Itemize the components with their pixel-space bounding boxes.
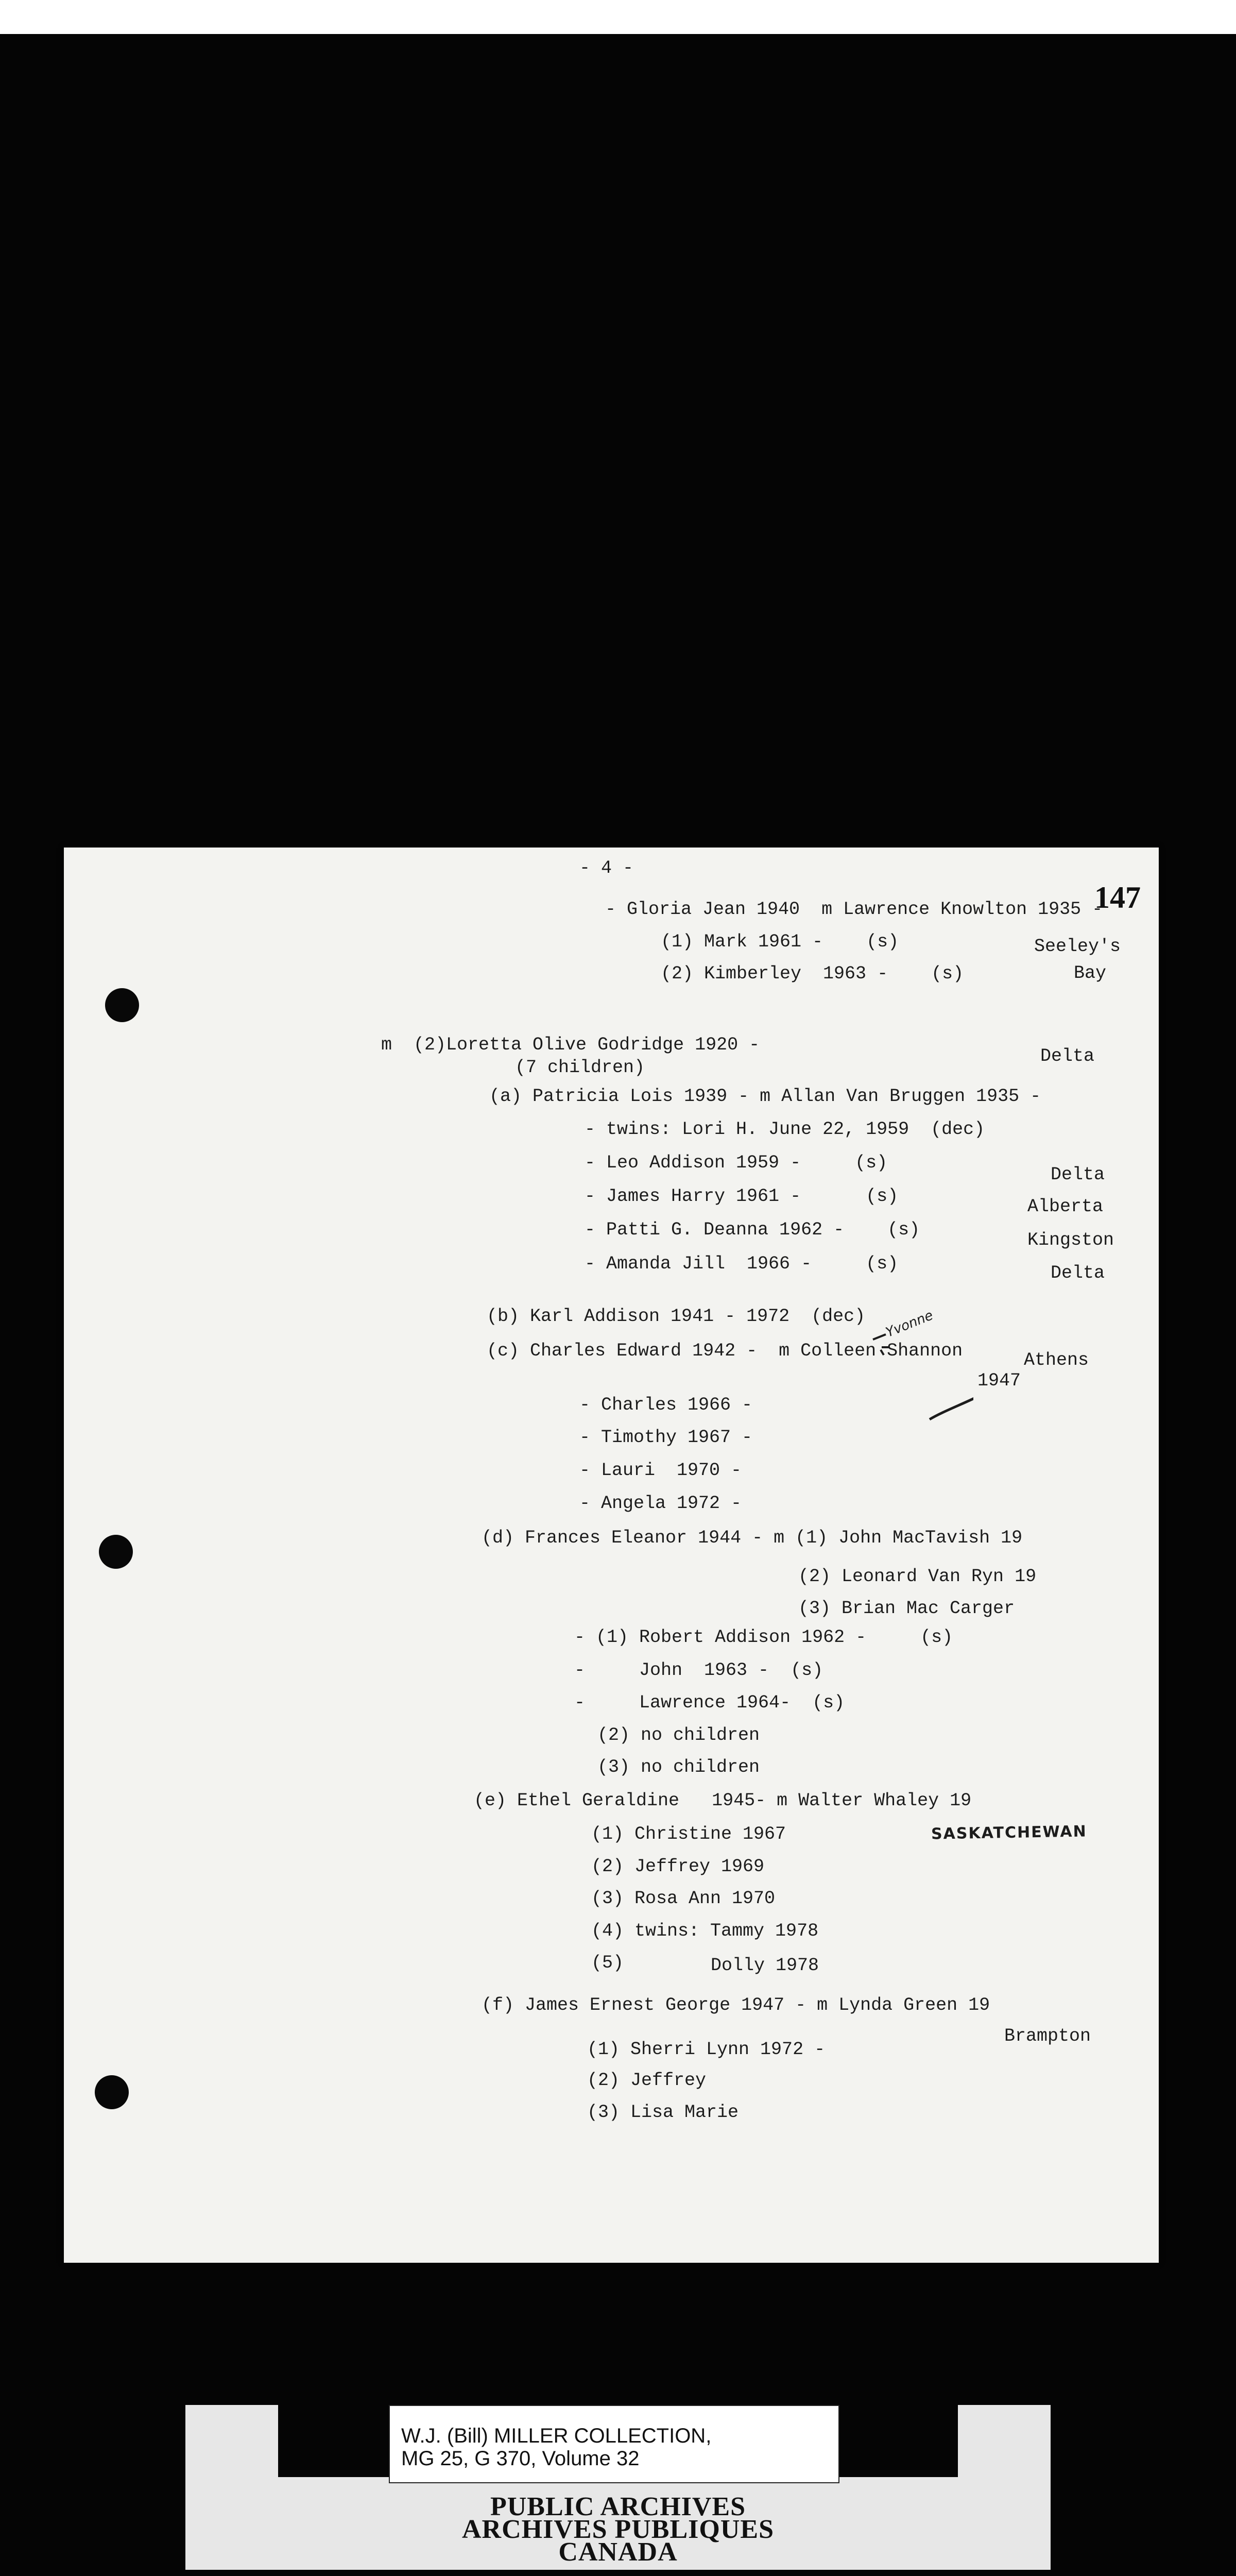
text-line: (1) Christine 1967: [591, 1824, 786, 1844]
punch-hole: [99, 1535, 133, 1569]
text-line: (2) Kimberley 1963 - (s): [661, 963, 964, 984]
text-line: - (1) Robert Addison 1962 - (s): [574, 1627, 953, 1648]
text-line: (3) Rosa Ann 1970: [591, 1888, 776, 1909]
text-line: (3) no children: [597, 1757, 760, 1777]
place-name: Bay: [1074, 963, 1107, 984]
text-line: 1947: [977, 1370, 1021, 1391]
archives-stamp-line: PUBLIC ARCHIVES: [490, 2492, 746, 2521]
text-line: (2) Jeffrey: [587, 2070, 707, 2091]
text-line: m (2)Loretta Olive Godridge 1920 -: [381, 1035, 760, 1055]
handwritten-note: SASKATCHEWAN: [931, 1822, 1088, 1843]
place-name: Brampton: [1004, 2026, 1091, 2046]
archives-stamp-line: ARCHIVES PUBLIQUES: [461, 2515, 775, 2544]
text-line: - Lawrence 1964- (s): [574, 1692, 845, 1713]
text-line: - John 1963 - (s): [574, 1660, 823, 1681]
text-line: (1) Mark 1961 - (s): [661, 931, 899, 952]
collection-reference: MG 25, G 370, Volume 32: [401, 2447, 640, 2470]
collection-label: [389, 2405, 839, 2483]
text-line: (7 children): [515, 1057, 645, 1078]
text-line: (d) Frances Eleanor 1944 - m (1) John MacTavish 19: [482, 1528, 1023, 1548]
text-line: (e) Ethel Geraldine 1945- m Walter Whaley 19: [474, 1790, 972, 1811]
place-name: Kingston: [1027, 1230, 1114, 1250]
text-line: - Charles 1966 -: [579, 1395, 753, 1415]
text-line: - Patti G. Deanna 1962 - (s): [585, 1219, 920, 1240]
place-name: Delta: [1051, 1164, 1105, 1185]
text-line: (f) James Ernest George 1947 - m Lynda Green 19: [482, 1995, 990, 2015]
collection-name: W.J. (Bill) MILLER COLLECTION,: [401, 2425, 712, 2447]
text-line: - James Harry 1961 - (s): [585, 1186, 899, 1207]
handwritten-strokes-icon: [870, 1319, 973, 1443]
handwritten-note: Yvonne: [883, 1308, 936, 1341]
text-line: (3) Brian Mac Carger: [798, 1598, 1015, 1619]
text-line: - Timothy 1967 -: [579, 1427, 753, 1448]
text-line: - Amanda Jill 1966 - (s): [585, 1253, 899, 1274]
text-line: (b) Karl Addison 1941 - 1972 (dec): [487, 1306, 866, 1327]
place-name: Athens: [1024, 1350, 1089, 1370]
page-number: 147: [1094, 880, 1141, 914]
text-line: (2) Leonard Van Ryn 19: [798, 1566, 1037, 1587]
text-line: (c) Charles Edward 1942 - m Colleen Shannon: [487, 1341, 963, 1361]
archive-stamp: [185, 2405, 1051, 2570]
text-line: (4) twins: Tammy 1978: [591, 1921, 819, 1941]
place-name: Delta: [1040, 1046, 1095, 1066]
text-line: (2) Jeffrey 1969: [591, 1856, 765, 1877]
text-line: (a) Patricia Lois 1939 - m Allan Van Bruggen 1935 -: [489, 1086, 1041, 1107]
text-line: (2) no children: [597, 1725, 760, 1745]
place-name: Seeley's: [1034, 936, 1121, 957]
text-line: (1) Sherri Lynn 1972 -: [587, 2039, 826, 2060]
text-line: (3) Lisa Marie: [587, 2102, 739, 2123]
place-name: Alberta: [1027, 1196, 1104, 1217]
text-line: - Gloria Jean 1940 m Lawrence Knowlton 1935 -: [605, 899, 1103, 920]
text-line: Dolly 1978: [711, 1955, 819, 1976]
text-line: - Leo Addison 1959 - (s): [585, 1153, 888, 1173]
text-line: - twins: Lori H. June 22, 1959 (dec): [585, 1119, 985, 1140]
archives-stamp-line: CANADA: [558, 2537, 678, 2567]
place-name: Delta: [1051, 1263, 1105, 1283]
punch-hole: [105, 988, 139, 1022]
text-line: - Angela 1972 -: [579, 1493, 742, 1514]
punch-hole: [95, 2075, 129, 2109]
page-marker: - 4 -: [579, 858, 634, 878]
text-line: (5): [591, 1953, 624, 1973]
text-line: - Lauri 1970 -: [579, 1460, 742, 1481]
